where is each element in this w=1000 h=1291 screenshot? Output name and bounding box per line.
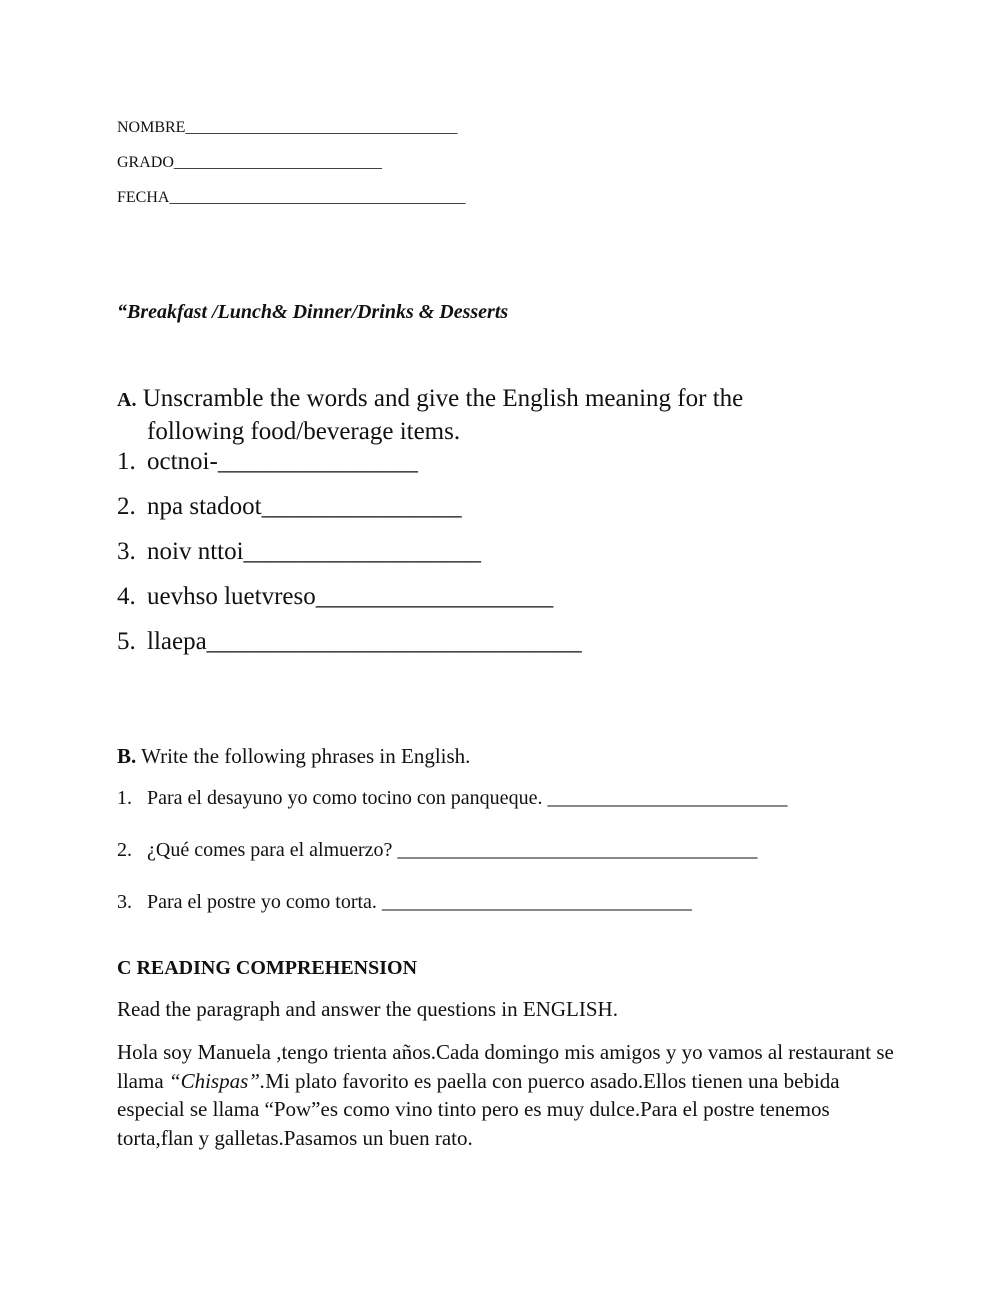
section-a-item[interactable] [117, 628, 582, 656]
item-text: Para el postre yo como torta. _______________________________ [147, 891, 692, 913]
item-text: llaepa______________________________ [147, 628, 582, 655]
restaurant-name: “Chispas”. [168, 1068, 266, 1093]
item-text: Para el desayuno yo como tocino con panqueque. ________________________ [147, 787, 788, 809]
item-text: ¿Qué comes para el almuerzo? ____________________________________ [147, 839, 758, 861]
item-number: 3. [117, 538, 136, 565]
item-text: noiv nttoi___________________ [147, 538, 482, 565]
reading-paragraph [117, 1038, 897, 1152]
paragraph-part1: Hola soy Manuela ,tengo trienta años.Cada domingo mis amigos y yo vamos al restaurant se llama [117, 1040, 894, 1093]
section-b-instruction-text: Write the following phrases in English. [141, 744, 471, 768]
section-c-instruction: Read the paragraph and answer the questions in ENGLISH. [117, 997, 618, 1021]
section-a-item[interactable] [117, 583, 553, 611]
section-b-letter: B. [117, 744, 137, 768]
section-c-heading: C READING COMPREHENSION [117, 957, 418, 979]
paragraph-part2: Mi plato favorito es paella con puerco asado.Ellos tienen una bebida especial se llama “Pow”es como vino tinto pero es muy dulce.Para el postre tenemos torta,flan y galletas.Pasamos un buen rato. [117, 1068, 840, 1150]
fecha-field[interactable]: FECHA_____________________________________ [117, 189, 466, 206]
item-number: 1. [117, 787, 132, 809]
item-number: 4. [117, 583, 136, 610]
section-b-item[interactable] [117, 787, 787, 810]
section-a-item[interactable] [117, 493, 462, 521]
item-number: 2. [117, 493, 136, 520]
section-a-instruction-line1: Unscramble the words and give the English meaning for the [142, 385, 744, 412]
section-b-instruction [117, 744, 470, 769]
section-b-item[interactable] [117, 891, 692, 914]
item-text: octnoi-________________ [147, 448, 418, 475]
item-number: 2. [117, 839, 132, 861]
item-number: 3. [117, 891, 132, 913]
item-text: uevhso luetvreso___________________ [147, 583, 554, 610]
item-text: npa stadoot________________ [147, 493, 462, 520]
worksheet-title: “Breakfast /Lunch& Dinner/Drinks & Desserts [117, 301, 509, 323]
nombre-field[interactable]: NOMBRE__________________________________ [117, 119, 458, 136]
grado-field[interactable]: GRADO__________________________ [117, 154, 382, 171]
section-a-item[interactable] [117, 538, 481, 566]
section-a-instruction-line2: following food/beverage items. [147, 418, 461, 445]
section-a-item[interactable] [117, 448, 418, 476]
item-number: 1. [117, 448, 136, 475]
item-number: 5. [117, 628, 136, 655]
section-a-instruction [117, 383, 743, 448]
section-a-letter: A. [117, 389, 137, 411]
section-b-item[interactable] [117, 839, 757, 862]
